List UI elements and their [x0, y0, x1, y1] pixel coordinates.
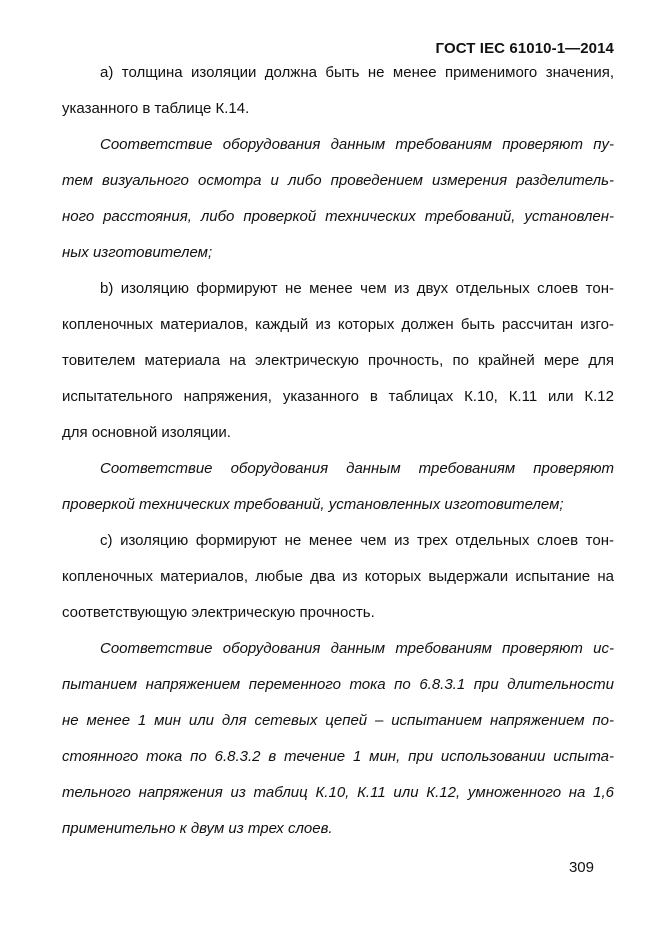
text-line: а) толщина изоляции должна быть не менее применимого значения, [100, 64, 614, 81]
text-line: указанного в таблице К.14. [62, 100, 250, 117]
text-line: не менее 1 мин или для сетевых цепей – испытанием напряжением по- [62, 712, 614, 729]
text-line: Соответствие оборудования данным требованиям проверяют пу- [100, 136, 614, 153]
text-line: применительно к двум из трех слоев. [62, 820, 333, 837]
text-line: пытанием напряжением переменного тока по 6.8.3.1 при длительности [62, 676, 614, 693]
text-line: копленочных материалов, любые два из которых выдержали испытание на [62, 568, 614, 585]
text-line: тельного напряжения из таблиц К.10, К.11 или К.12, умноженного на 1,6 [62, 784, 614, 801]
text-line: ного расстояния, либо проверкой технических требований, установлен- [62, 208, 614, 225]
text-line: для основной изоляции. [62, 424, 231, 441]
text-line: соответствующую электрическую прочность. [62, 604, 375, 621]
text-line: испытательного напряжения, указанного в таблицах К.10, К.11 или К.12 [62, 388, 614, 405]
text-line: стоянного тока по 6.8.3.2 в течение 1 мин, при использовании испыта- [62, 748, 614, 765]
page-number: 309 [568, 859, 594, 876]
text-line: товителем материала на электрическую прочность, по крайней мере для [62, 352, 614, 369]
text-line: Соответствие оборудования данным требованиям проверяют [100, 460, 614, 477]
text-line: Соответствие оборудования данным требованиям проверяют ис- [100, 640, 614, 657]
text-line: копленочных материалов, каждый из которых должен быть рассчитан изго- [62, 316, 614, 333]
text-line: проверкой технических требований, установленных изготовителем; [62, 496, 564, 513]
document-header: ГОСТ IEC 61010-1—2014 [435, 40, 614, 57]
text-line: b) изоляцию формируют не менее чем из двух отдельных слоев тон- [100, 280, 614, 297]
text-line: ных изготовителем; [62, 244, 213, 261]
text-line: тем визуального осмотра и либо проведением измерения разделитель- [62, 172, 614, 189]
text-line: с) изоляцию формируют не менее чем из трех отдельных слоев тон- [100, 532, 614, 549]
